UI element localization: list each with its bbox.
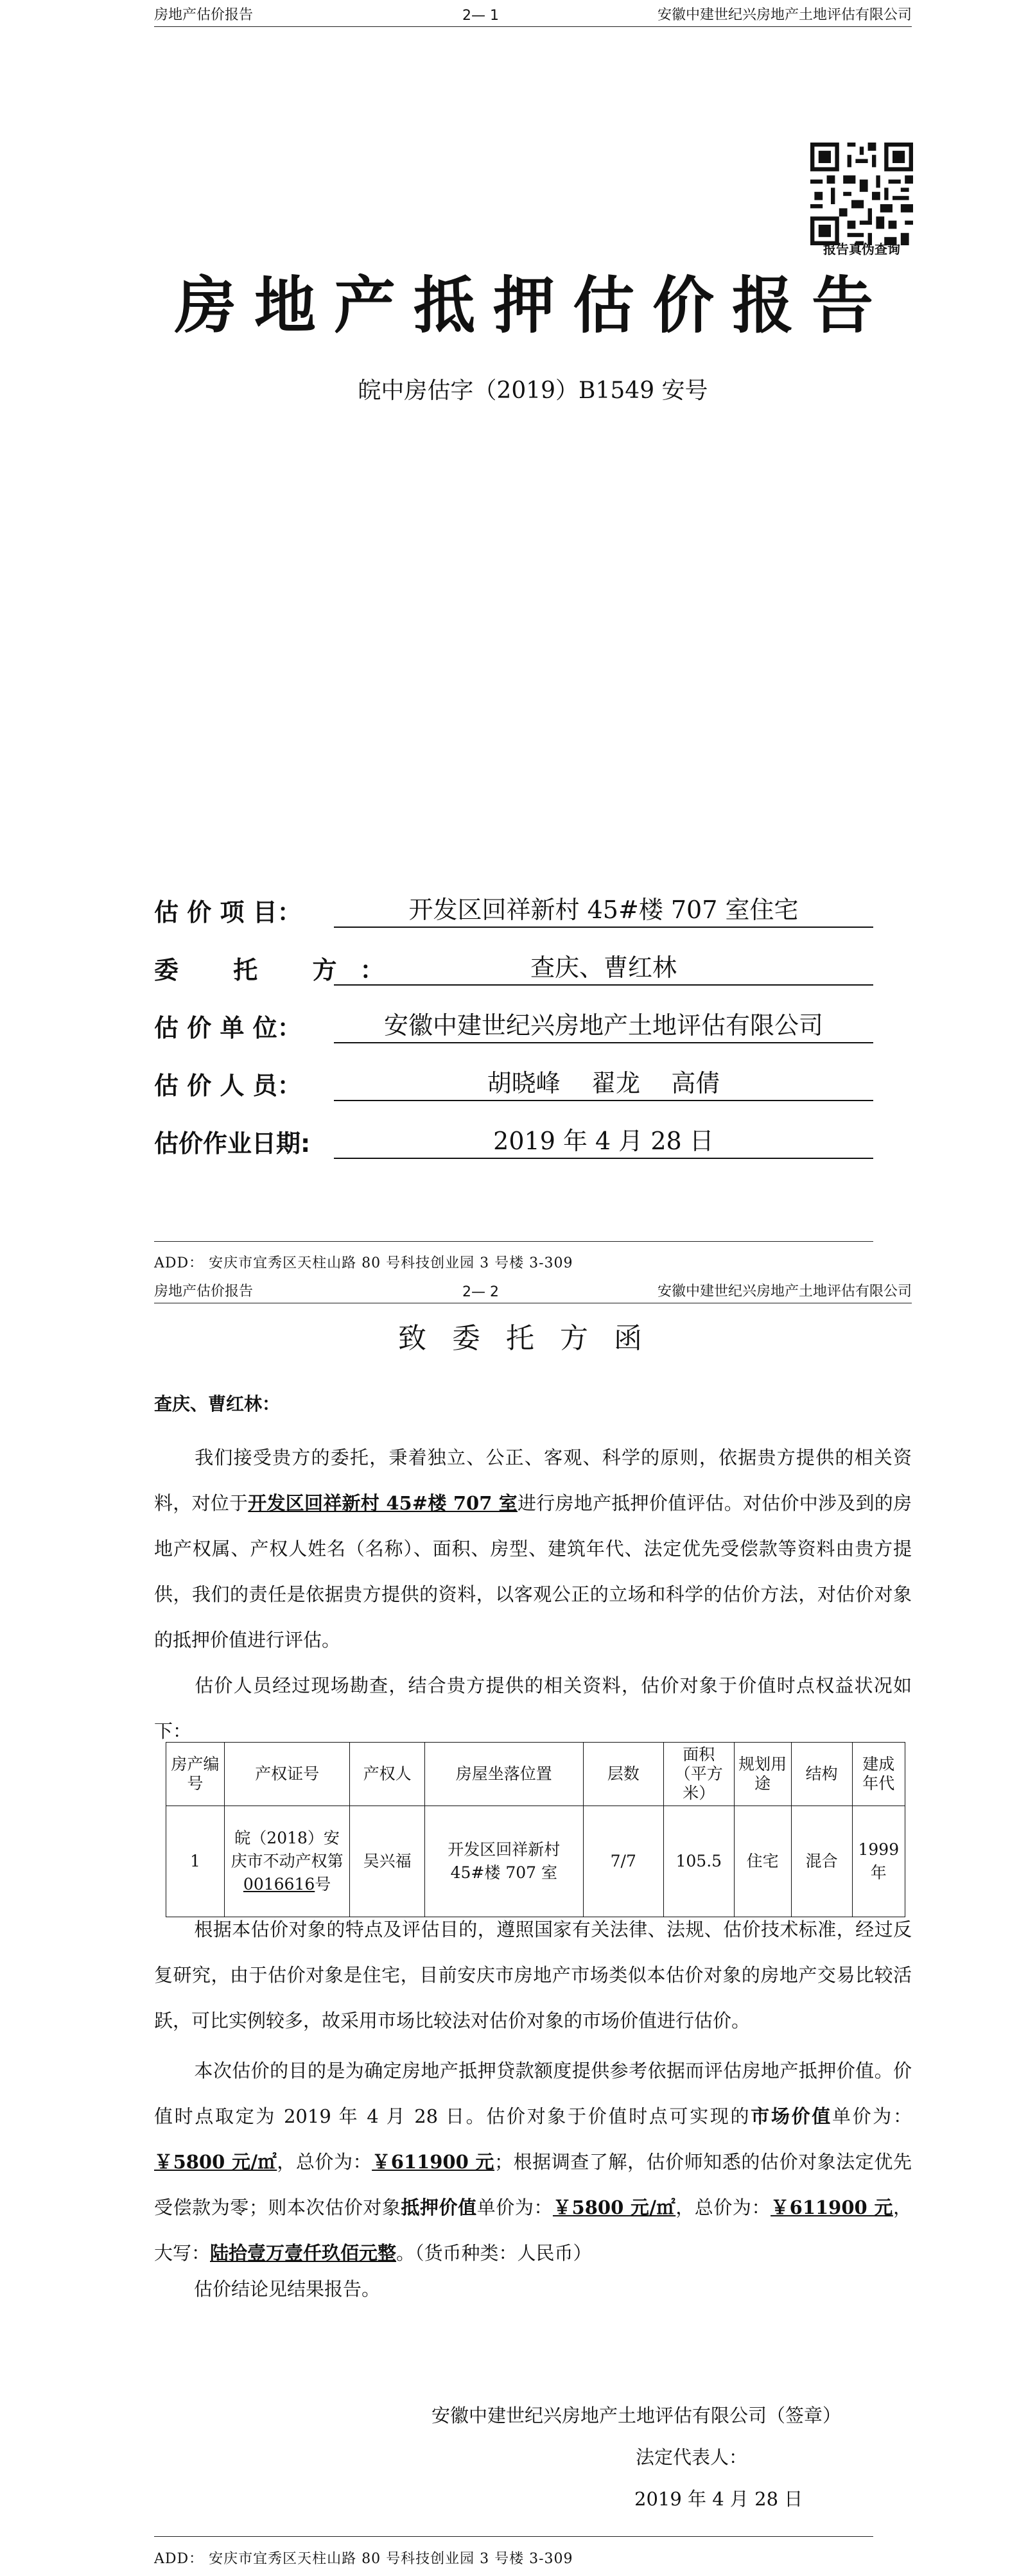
field-project <box>154 889 873 928</box>
field-value: 开发区回祥新村 45#楼 707 室住宅 <box>334 890 873 928</box>
text-segment: 本次估价的目的是为确定房地产抵押贷款额度提供参考依据而评估房地产抵押价值。价值时点取定为 2019 年 4 月 28 日。估价对象于价值时点可实现的 <box>154 2060 912 2127</box>
col-header: 面积（平方米） <box>663 1743 734 1806</box>
mortgage-total-price: ￥611900 元 <box>771 2197 893 2218</box>
field-value: 2019 年 4 月 28 日 <box>334 1121 873 1159</box>
market-total-price: ￥611900 元 <box>372 2151 495 2173</box>
table-row <box>166 1806 905 1917</box>
text-segment: 我们接受贵方的委托，秉着独立、公正、客观、科学的原则，依据贵方提供的相关资料，对位于 <box>154 1447 912 1514</box>
text-segment: 单价为： <box>832 2105 912 2127</box>
page-header <box>154 1278 912 1303</box>
text-segment: 根据本估价对象的特点及评估目的，遵照国家有关法律、法规、估价技术标准，经过反复研究，由于估价对象是住宅，目前安庆市房地产市场类似本估价对象的房地产交易比较活跃，可比实例较多，故采用市场比较法对估价对象的市场价值进行估价。 <box>154 1919 912 2032</box>
cell-cert <box>224 1806 350 1917</box>
report-title: 房地产抵押估价报告 <box>175 270 891 342</box>
header-right: 安徽中建世纪兴房地产土地评估有限公司 <box>657 1284 912 1300</box>
sign-company: 安徽中建世纪兴房地产土地评估有限公司（签章） <box>431 2405 842 2426</box>
qr-code-icon[interactable] <box>810 143 913 245</box>
field-label: 估 价 人 员： <box>154 1072 302 1100</box>
field-label: 估价作业日期: <box>154 1129 311 1158</box>
property-table <box>166 1742 905 1917</box>
letter-paragraph-2 <box>154 1663 912 1754</box>
mortgage-value-label: 抵押价值 <box>401 2197 477 2218</box>
col-header: 房屋坐落位置 <box>424 1743 583 1806</box>
field-value: 胡晓峰 翟龙 高倩 <box>334 1063 873 1101</box>
sign-date: 2019 年 4 月 28 日 <box>634 2488 803 2510</box>
text-segment: ；根据调查了解，估价师知悉的估价对象法定优先受偿款为零；则本次估价对象 <box>154 2151 912 2218</box>
field-work-date <box>154 1120 873 1159</box>
page-number: 2— 1 <box>462 8 499 24</box>
letter-paragraph-3 <box>154 1907 912 2044</box>
footer-address: ADD： 安庆市宜秀区天柱山路 80 号科技创业园 3 号楼 3-309 <box>154 2551 573 2567</box>
col-header: 产权证号 <box>224 1743 350 1806</box>
letter-paragraph-5 <box>154 2267 912 2312</box>
qr-caption: 报告真伪查询 <box>823 241 900 257</box>
cell-year: 1999 年 <box>852 1806 905 1917</box>
cell-use: 住宅 <box>734 1806 791 1917</box>
cell-floors: 7/7 <box>583 1806 663 1917</box>
footer-address: ADD： 安庆市宜秀区天柱山路 80 号科技创业园 3 号楼 3-309 <box>154 1255 573 1271</box>
sign-representative: 法定代表人： <box>636 2446 748 2468</box>
col-header: 结构 <box>791 1743 852 1806</box>
page-number: 2— 2 <box>462 1284 499 1300</box>
field-appraisers <box>154 1063 873 1101</box>
text-segment: ，总价为： <box>277 2151 372 2173</box>
total-in-words: 陆拾壹万壹仟玖佰元整 <box>210 2242 397 2264</box>
text-segment: 单价为： <box>476 2197 553 2218</box>
header-left: 房地产估价报告 <box>154 7 254 23</box>
mortgage-unit-price: ￥5800 元/㎡ <box>552 2197 676 2218</box>
property-location: 开发区回祥新村 45#楼 707 室 <box>248 1492 518 1514</box>
col-header: 房产编号 <box>166 1743 225 1806</box>
field-client <box>154 947 873 986</box>
field-appraiser-org <box>154 1005 873 1043</box>
text-segment: 估价结论见结果报告。 <box>194 2278 381 2300</box>
col-header: 层数 <box>583 1743 663 1806</box>
text-segment: ，总价为： <box>675 2197 771 2218</box>
footer-rule <box>154 2536 873 2537</box>
market-unit-price: ￥5800 元/㎡ <box>154 2151 277 2173</box>
cert-number: 0016616 <box>243 1875 315 1893</box>
field-value: 安徽中建世纪兴房地产土地评估有限公司 <box>334 1005 873 1043</box>
field-label: 估 价 单 位： <box>154 1014 302 1042</box>
table-header-row <box>166 1743 905 1806</box>
col-header: 产权人 <box>350 1743 424 1806</box>
field-label: 委 托 方： <box>154 956 408 984</box>
field-value: 查庆、曹红林 <box>334 948 873 986</box>
cell-location: 开发区回祥新村 45#楼 707 室 <box>424 1806 583 1917</box>
cell-structure: 混合 <box>791 1806 852 1917</box>
text-segment: ，大写： <box>154 2197 912 2264</box>
cert-text: 号 <box>315 1875 331 1893</box>
text-segment: 进行房地产抵押价值评估。对估价中涉及到的房地产权属、产权人姓名（名称）、面积、房型、建筑年代、法定优先受偿款等资料由贵方提供，我们的责任是依据贵方提供的资料，以客观公正的立场和科学的估价方法，对估价对象的抵押价值进行评估。 <box>154 1492 912 1651</box>
col-header: 规划用途 <box>734 1743 791 1806</box>
header-right: 安徽中建世纪兴房地产土地评估有限公司 <box>657 7 912 23</box>
letter-paragraph-1 <box>154 1435 912 1663</box>
col-header: 建成年代 <box>852 1743 905 1806</box>
report-number: 皖中房估字（2019）B1549 安号 <box>358 378 708 404</box>
cell-owner: 吴兴福 <box>350 1806 424 1917</box>
field-label: 估 价 项 目： <box>154 898 302 927</box>
letter-title: 致委托方函 <box>398 1322 668 1355</box>
market-value-label: 市场价值 <box>751 2105 832 2127</box>
text-segment: 。（货币种类：人民币） <box>396 2242 592 2264</box>
header-left: 房地产估价报告 <box>154 1284 254 1300</box>
cell-no: 1 <box>166 1806 225 1917</box>
cell-area: 105.5 <box>663 1806 734 1917</box>
cert-text: 皖（2018）安庆市不动产权第 <box>231 1829 344 1870</box>
page-header <box>154 1 912 27</box>
footer-rule <box>154 1241 873 1242</box>
letter-paragraph-4 <box>154 2048 912 2276</box>
text-segment: 估价人员经过现场勘查，结合贵方提供的相关资料，估价对象于价值时点权益状况如下： <box>154 1675 912 1742</box>
letter-salutation: 查庆、曹红林： <box>154 1393 281 1414</box>
